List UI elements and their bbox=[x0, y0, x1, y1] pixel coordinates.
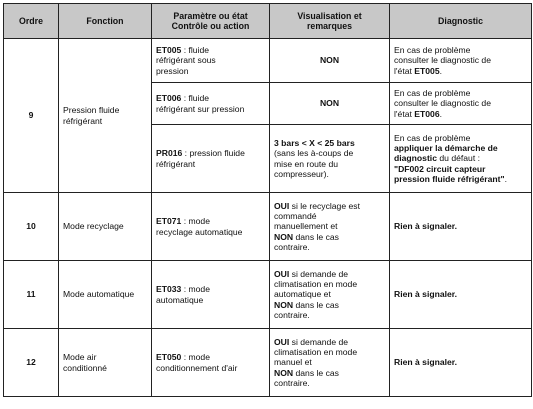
row12-vis-line5: contraire. bbox=[274, 377, 310, 388]
row9a-param-code: ET005 bbox=[156, 45, 182, 56]
row11-vis-line4: dans le cas bbox=[293, 299, 339, 310]
row11-ordre-text: 11 bbox=[26, 289, 36, 300]
row12-ordre bbox=[4, 329, 59, 397]
row10-vis-line4: dans le cas bbox=[293, 231, 339, 242]
header-diagnostic bbox=[390, 4, 532, 39]
row9b-param-code: ET006 bbox=[156, 93, 182, 104]
row9-ordre bbox=[4, 39, 59, 193]
row9c-param-code: PR016 bbox=[156, 148, 183, 159]
header-fonction-text: Fonction bbox=[86, 15, 124, 26]
row12-vis-line3: manuel et bbox=[274, 357, 312, 368]
row10-vis-non: NON bbox=[274, 231, 294, 242]
header-visualisation bbox=[270, 4, 390, 39]
row10-vis-line3: manuellement et bbox=[274, 221, 338, 232]
row9c-vis-line2: (sans les à-coups de bbox=[274, 148, 354, 159]
row9a-diagnostic bbox=[390, 39, 532, 83]
row9c-diag-line3-bold: diagnostic bbox=[394, 153, 437, 164]
row9c-diag-line5-bold: pression fluide réfrigérant" bbox=[394, 173, 505, 184]
row9c-diag-line5-post: . bbox=[504, 173, 507, 184]
row9c-param-text2: réfrigérant bbox=[156, 158, 196, 169]
row9b-diag-line3-post: . bbox=[439, 108, 442, 119]
row12-param-text1: : mode bbox=[181, 352, 210, 363]
row10-ordre-text: 10 bbox=[26, 221, 36, 232]
row12-fonction-line2: conditionné bbox=[63, 362, 107, 373]
row11-vis-oui: OUI bbox=[274, 269, 290, 280]
row9c-visualisation bbox=[270, 125, 390, 193]
header-fonction bbox=[59, 4, 152, 39]
row10-vis-oui: OUI bbox=[274, 201, 290, 212]
table-header bbox=[4, 4, 532, 39]
row9c-vis-line3: mise en route du bbox=[274, 158, 339, 169]
row9b-diag-line2: consulter le diagnostic de bbox=[394, 98, 491, 109]
header-ordre-text: Ordre bbox=[19, 15, 43, 26]
row12-vis-line1: si demande de bbox=[289, 337, 349, 348]
row11-vis-non: NON bbox=[274, 299, 294, 310]
row9a-parametre bbox=[152, 39, 270, 83]
row9b-param-text1: : fluide bbox=[181, 93, 210, 104]
row11-fonction-text: Mode automatique bbox=[63, 289, 135, 300]
header-parametre-line2: Contrôle ou action bbox=[171, 21, 250, 31]
row10-vis-line5: contraire. bbox=[274, 241, 310, 252]
row11-vis-line2: climatisation en mode bbox=[274, 279, 358, 290]
row9c-diagnostic bbox=[390, 125, 532, 193]
row10-visualisation bbox=[270, 193, 390, 261]
row9a-diag-line3-post: . bbox=[439, 65, 442, 76]
row10-diagnostic bbox=[390, 193, 532, 261]
row11-param-text2: automatique bbox=[156, 294, 204, 305]
row10-ordre bbox=[4, 193, 59, 261]
row12-param-code: ET050 bbox=[156, 352, 182, 363]
table-row-9a bbox=[4, 39, 532, 83]
row9b-diagnostic bbox=[390, 83, 532, 125]
row11-ordre bbox=[4, 261, 59, 329]
row11-fonction bbox=[59, 261, 152, 329]
header-diagnostic-text: Diagnostic bbox=[438, 15, 483, 26]
row11-diagnostic bbox=[390, 261, 532, 329]
row12-vis-oui: OUI bbox=[274, 337, 290, 348]
diagnostic-table bbox=[3, 3, 532, 397]
row12-vis-line4: dans le cas bbox=[293, 367, 339, 378]
header-parametre bbox=[152, 4, 270, 39]
row9c-diag-line1: En cas de problème bbox=[394, 133, 471, 144]
row11-parametre bbox=[152, 261, 270, 329]
row10-vis-line2: commandé bbox=[274, 211, 317, 222]
row9c-diag-line2: appliquer la démarche de bbox=[394, 143, 498, 154]
row12-fonction-line1: Mode air bbox=[63, 352, 97, 363]
row10-param-text1: : mode bbox=[181, 216, 210, 227]
row9c-diag-line4: "DF002 circuit capteur bbox=[394, 163, 486, 174]
row9a-diag-code: ET005 bbox=[414, 65, 440, 76]
row9a-diag-line2: consulter le diagnostic de bbox=[394, 55, 491, 66]
row12-diagnostic bbox=[390, 329, 532, 397]
header-row bbox=[4, 4, 532, 39]
row9c-vis-line4: compresseur). bbox=[274, 168, 329, 179]
row12-ordre-text: 12 bbox=[26, 357, 36, 368]
row9b-visualisation bbox=[270, 83, 390, 125]
row10-parametre bbox=[152, 193, 270, 261]
row10-param-text2: recyclage automatique bbox=[156, 226, 243, 237]
row11-param-text1: : mode bbox=[181, 284, 210, 295]
row11-visualisation bbox=[270, 261, 390, 329]
row10-fonction bbox=[59, 193, 152, 261]
row12-visualisation bbox=[270, 329, 390, 397]
row10-diag-text: Rien à signaler. bbox=[394, 221, 458, 232]
row9b-parametre bbox=[152, 83, 270, 125]
row9a-param-text2: réfrigérant sous bbox=[156, 55, 216, 66]
row12-fonction bbox=[59, 329, 152, 397]
row9-fonction-line2: réfrigérant bbox=[63, 115, 103, 126]
row12-vis-non: NON bbox=[274, 367, 294, 378]
row9a-diag-line3-pre: l'état bbox=[394, 65, 415, 76]
row10-vis-line1: si le recyclage est bbox=[289, 201, 360, 212]
table-row-11 bbox=[4, 261, 532, 329]
row9b-diag-code: ET006 bbox=[414, 108, 440, 119]
row11-diag-text: Rien à signaler. bbox=[394, 289, 458, 300]
row9c-vis-range: 3 bars < X < 25 bars bbox=[274, 138, 355, 149]
row9a-param-text3: pression bbox=[156, 65, 189, 76]
row10-fonction-text: Mode recyclage bbox=[63, 221, 124, 232]
row11-param-code: ET033 bbox=[156, 284, 182, 295]
header-visualisation-line1: Visualisation et bbox=[297, 10, 362, 21]
row9c-parametre bbox=[152, 125, 270, 193]
row9a-visualisation bbox=[270, 39, 390, 83]
row10-param-code: ET071 bbox=[156, 216, 182, 227]
row9b-diag-line1: En cas de problème bbox=[394, 88, 471, 99]
row11-vis-line1: si demande de bbox=[289, 269, 349, 280]
row12-vis-line2: climatisation en mode bbox=[274, 347, 358, 358]
row9-ordre-text: 9 bbox=[28, 110, 34, 121]
header-ordre bbox=[4, 4, 59, 39]
row12-parametre bbox=[152, 329, 270, 397]
header-visualisation-line2: remarques bbox=[307, 21, 352, 31]
header-parametre-line1: Paramètre ou état bbox=[173, 10, 248, 21]
table-row-10 bbox=[4, 193, 532, 261]
row9c-param-text1: : pression fluide bbox=[182, 148, 245, 159]
table-row-12 bbox=[4, 329, 532, 397]
row9a-diag-line1: En cas de problème bbox=[394, 45, 471, 56]
row9-fonction-line1: Pression fluide bbox=[63, 105, 120, 116]
row9b-vis-text: NON bbox=[319, 98, 340, 109]
row12-diag-text: Rien à signaler. bbox=[394, 357, 458, 368]
row9-fonction bbox=[59, 39, 152, 193]
row9b-diag-line3-pre: l'état bbox=[394, 108, 415, 119]
row9a-vis-text: NON bbox=[319, 55, 340, 66]
row9c-diag-line3-post: du défaut : bbox=[436, 153, 480, 164]
row11-vis-line5: contraire. bbox=[274, 309, 310, 320]
row11-vis-line3: automatique et bbox=[274, 289, 331, 300]
row9a-param-text1: : fluide bbox=[181, 45, 210, 56]
row12-param-text2: conditionnement d'air bbox=[156, 362, 238, 373]
row9b-param-text2: réfrigérant sur pression bbox=[156, 103, 245, 114]
